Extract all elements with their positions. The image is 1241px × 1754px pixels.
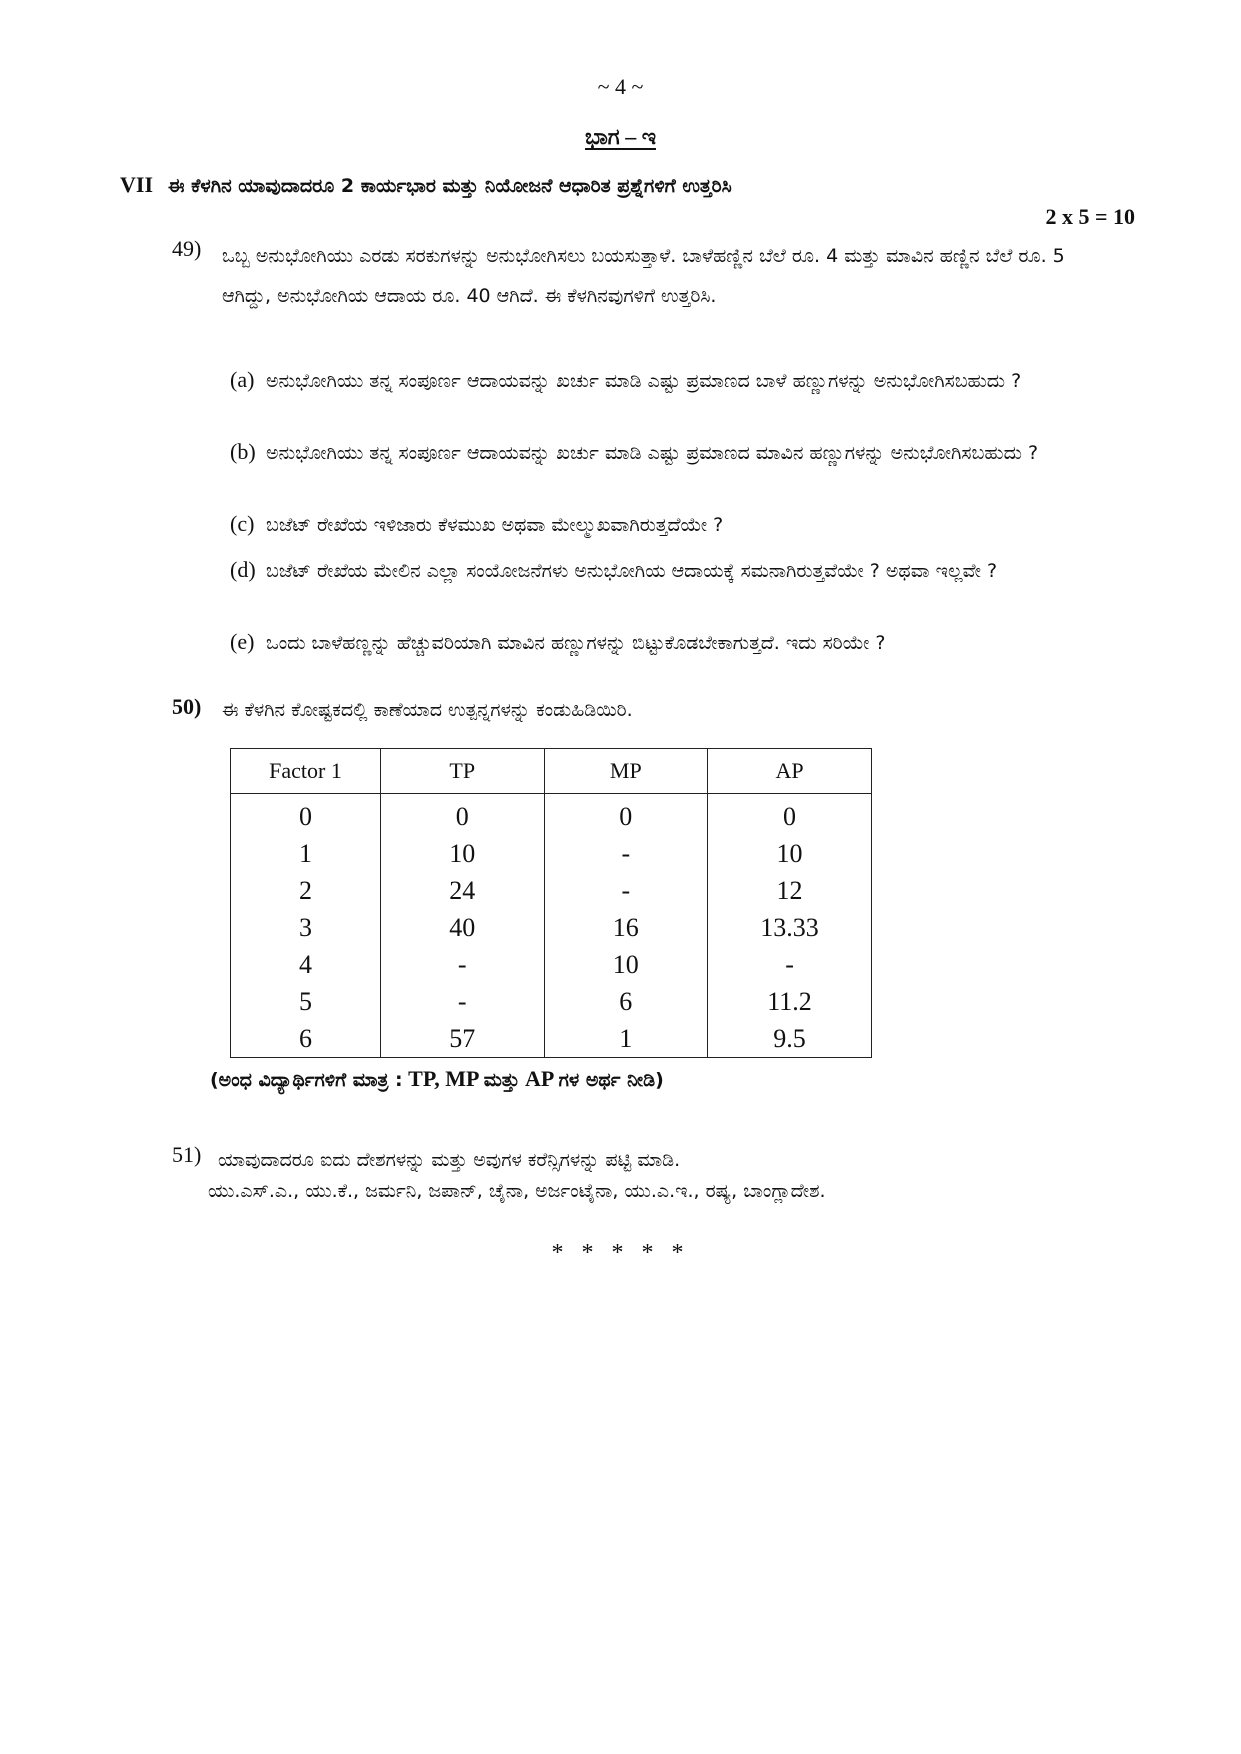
cell-factor: 0 [231,794,381,836]
cell-ap: 9.5 [708,1020,872,1058]
cell-mp: 6 [544,983,708,1020]
section-roman-numeral: VII [120,172,154,197]
cell-tp: - [381,983,545,1020]
option-b-text: ಅನುಭೋಗಿಯು ತನ್ನ ಸಂಪೂರ್ಣ ಆದಾಯವನ್ನು ಖರ್ಚು ಮಾಡಿ ಎಷ್ಟು ಪ್ರಮಾಣದ ಮಾವಿನ ಹಣ್ಣುಗಳನ್ನು ಅನುಭೋಗಿಸಬಹುದು ? [266,442,1039,464]
table-row [231,1020,872,1058]
cell-factor: 3 [231,909,381,946]
question-49-text: ಒಬ್ಬ ಅನುಭೋಗಿಯು ಎರಡು ಸರಕುಗಳನ್ನು ಅನುಭೋಗಿಸಲು ಬಯಸುತ್ತಾಳೆ. ಬಾಳೆಹಣ್ಣಿನ ಬೆಲೆ ರೂ. 4 ಮತ್ತು ಮಾವಿನ ಹಣ್ಣಿನ ಬೆಲೆ ರೂ. 5 ಆಗಿದ್ದು, ಅನುಭೋಗಿಯ ಆದಾಯ ರೂ. 40 ಆಗಿದೆ. ಈ ಕೆಳಗಿನವುಗಳಿಗೆ ಉತ್ತರಿಸಿ. [222,245,1065,307]
cell-ap: - [708,946,872,983]
cell-mp: 16 [544,909,708,946]
cell-tp: 40 [381,909,545,946]
cell-factor: 2 [231,872,381,909]
cell-ap: 13.33 [708,909,872,946]
table-header-row [231,749,872,794]
table-row [231,983,872,1020]
end-marker: * * * * * [551,1240,690,1266]
cell-mp: - [544,835,708,872]
option-e-text: ಒಂದು ಬಾಳೆಹಣ್ಣನ್ನು ಹೆಚ್ಚುವರಿಯಾಗಿ ಮಾವಿನ ಹಣ್ಣುಗಳನ್ನು ಬಿಟ್ಟುಕೊಡಬೇಕಾಗುತ್ತದೆ. ಇದು ಸರಿಯೇ ? [266,632,886,654]
question-51-number: 51) [172,1142,202,1167]
option-a-text: ಅನುಭೋಗಿಯು ತನ್ನ ಸಂಪೂರ್ಣ ಆದಾಯವನ್ನು ಖರ್ಚು ಮಾಡಿ ಎಷ್ಟು ಪ್ರಮಾಣದ ಬಾಳೆ ಹಣ್ಣುಗಳನ್ನು ಅನುಭೋಗಿಸಬಹುದು ? [266,370,1022,392]
question-51-country-list: ಯು.ಎಸ್.ಎ., ಯು.ಕೆ., ಜರ್ಮನಿ, ಜಪಾನ್, ಚೈನಾ, ಅರ್ಜಂಟೈನಾ, ಯು.ಎ.ಇ., ರಷ್ಯ, ಬಾಂಗ್ಲಾದೇಶ. [208,1180,826,1202]
table-row [231,835,872,872]
page-number: ~ 4 ~ [597,74,644,99]
option-d-text: ಬಜೆಟ್ ರೇಖೆಯ ಮೇಲಿನ ಎಲ್ಲಾ ಸಂಯೋಜನೆಗಳು ಅನುಭೋಗಿಯ ಆದಾಯಕ್ಕೆ ಸಮನಾಗಿರುತ್ತವೆಯೇ ? ಅಥವಾ ಇಲ್ಲವೇ ? [266,560,998,582]
cell-factor: 6 [231,1020,381,1058]
cell-tp: 57 [381,1020,545,1058]
table-row [231,872,872,909]
table-row [231,909,872,946]
cell-mp: 1 [544,1020,708,1058]
header-tp: TP [381,749,545,794]
blind-note-close: ಗಳ ಅರ್ಥ ನೀಡಿ) [558,1069,664,1091]
section-instruction [120,166,1130,206]
cell-factor: 1 [231,835,381,872]
section-instruction-text: ಈ ಕೆಳಗಿನ ಯಾವುದಾದರೂ 2 ಕಾರ್ಯಭಾರ ಮತ್ತು ನಿಯೋಜನೆ ಆಧಾರಿತ ಪ್ರಶ್ನೆಗಳಿಗೆ ಉತ್ತರಿಸಿ [168,175,732,197]
option-e-label: (e) [230,629,255,654]
option-d-label: (d) [230,557,256,582]
blind-students-note [210,1066,1110,1092]
option-b-label: (b) [230,439,256,464]
cell-mp: 0 [544,794,708,836]
cell-ap: 0 [708,794,872,836]
blind-note-and: ಮತ್ತು [483,1069,520,1091]
cell-tp: 0 [381,794,545,836]
question-49-number: 49) [172,236,202,261]
blind-note-open: (ಅಂಧ ವಿದ್ಯಾರ್ಥಿಗಳಿಗೆ ಮಾತ್ರ : [210,1069,403,1091]
question-50-text: ಈ ಕೆಳಗಿನ ಕೋಷ್ಟಕದಲ್ಲಿ ಕಾಣೆಯಾದ ಉತ್ಪನ್ನಗಳನ್ನು ಕಂಡುಹಿಡಿಯಿರಿ. [222,699,633,721]
cell-factor: 4 [231,946,381,983]
cell-mp: 10 [544,946,708,983]
production-table [230,748,872,1058]
table-row [231,794,872,836]
cell-tp: 10 [381,835,545,872]
option-c-label: (c) [230,511,255,536]
option-a-label: (a) [230,367,255,392]
cell-factor: 5 [231,983,381,1020]
cell-ap: 11.2 [708,983,872,1020]
header-mp: MP [544,749,708,794]
cell-ap: 10 [708,835,872,872]
part-heading [0,124,1241,150]
cell-tp: - [381,946,545,983]
blind-note-ap: AP [525,1066,554,1091]
cell-mp: - [544,872,708,909]
option-c-text: ಬಜೆಟ್ ರೇಖೆಯ ಇಳಿಜಾರು ಕೆಳಮುಖ ಅಥವಾ ಮೇಲ್ಮುಖವಾಗಿರುತ್ತದೆಯೇ ? [266,514,724,536]
section-marks: 2 x 5 = 10 [1045,204,1135,229]
header-ap: AP [708,749,872,794]
part-heading-text: ಭಾಗ – ಇ [585,124,656,149]
question-51-text: ಯಾವುದಾದರೂ ಐದು ದೇಶಗಳನ್ನು ಮತ್ತು ಅವುಗಳ ಕರೆನ್ಸಿಗಳನ್ನು ಪಟ್ಟಿ ಮಾಡಿ. [218,1149,681,1171]
table-row [231,946,872,983]
header-factor: Factor 1 [231,749,381,794]
cell-ap: 12 [708,872,872,909]
question-50-number: 50) [172,694,202,719]
cell-tp: 24 [381,872,545,909]
blind-note-terms: TP, MP [408,1066,479,1091]
